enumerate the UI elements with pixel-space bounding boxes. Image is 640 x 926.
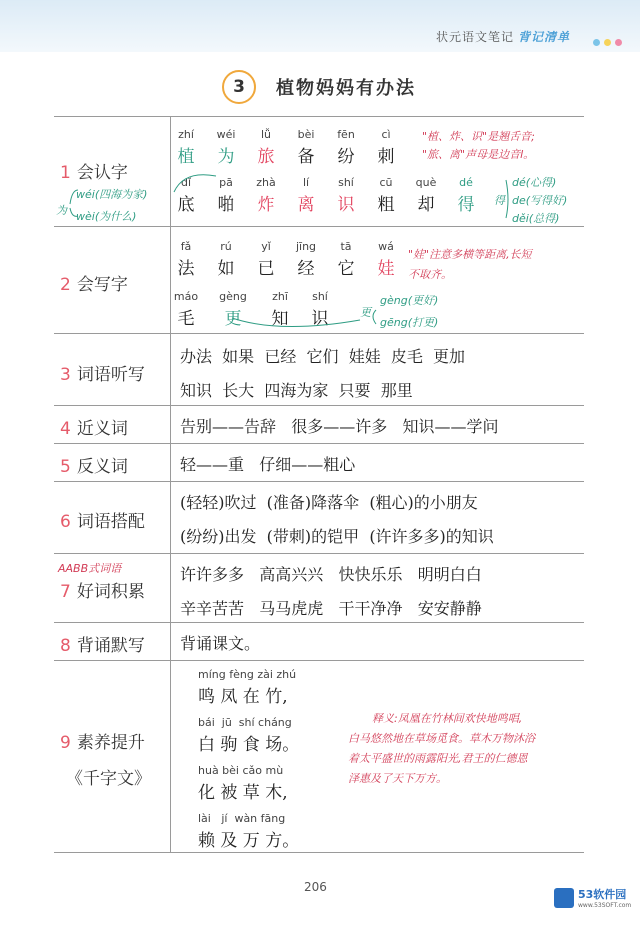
pinyin: tā <box>340 240 352 253</box>
section-label-good-words: 7 好词积累 <box>60 582 145 602</box>
hanzi: 娃 <box>377 259 395 279</box>
polyphone-label: 为 <box>56 204 67 217</box>
pinyin: fǎ <box>180 240 192 253</box>
section-label-collocation: 6 词语搭配 <box>60 512 145 532</box>
pinyin: què <box>415 176 437 189</box>
pinyin: gèng <box>219 290 247 303</box>
poem-line: 赖 及 万 方。 <box>198 831 300 851</box>
table-bottom-border <box>54 852 584 853</box>
chapter-title: 植物妈妈有办法 <box>276 78 416 99</box>
hanzi: 却 <box>417 195 435 215</box>
hanzi: 法 <box>177 259 195 279</box>
annotation-note: "娃"注意多横等距离,长短 <box>408 248 532 261</box>
recite-line: 背诵课文。 <box>180 634 261 653</box>
page-number: 206 <box>304 880 327 894</box>
hanzi: 得 <box>457 195 475 215</box>
poem-pinyin: míng fèng zài zhú <box>198 668 297 681</box>
collocation-line: (纷纷)出发 (带刺)的铠甲 (许许多多)的知识 <box>180 527 494 546</box>
interpretation-line: 着太平盛世的雨露阳光,君王的仁德恩 <box>348 752 528 765</box>
book-title: 状元语文笔记 <box>435 30 514 44</box>
pinyin: bèi <box>297 128 315 141</box>
section-label-antonyms: 5 反义词 <box>60 457 128 477</box>
interpretation-line: 白马悠然地在草场觅食。草木万物沐浴 <box>348 732 535 745</box>
hanzi: 毛 <box>177 309 195 329</box>
polyphone-reading: gèng(更好) <box>380 294 439 307</box>
row-divider <box>54 622 584 623</box>
hanzi: 识 <box>311 309 329 329</box>
pinyin: pā <box>219 176 233 189</box>
site-logo <box>554 886 632 916</box>
hanzi: 粗 <box>377 195 395 215</box>
row-divider <box>54 553 584 554</box>
dot-icon <box>615 39 622 46</box>
hanzi: 刺 <box>377 147 395 167</box>
pinyin: jīng <box>295 240 317 253</box>
polyphone-label: 更 <box>360 306 371 319</box>
annotation-tag: AABB式词语 <box>58 562 122 575</box>
hanzi: 底 <box>177 195 195 215</box>
bracket-lines <box>54 160 594 230</box>
header-tag: 背记清单 <box>517 30 570 44</box>
hanzi: 它 <box>337 259 355 279</box>
pinyin: zhà <box>256 176 276 189</box>
polyphone-label: 得 <box>494 194 505 207</box>
pinyin: rú <box>220 240 232 253</box>
hanzi: 备 <box>297 147 315 167</box>
pinyin: cì <box>381 128 391 141</box>
polyphone-reading: děi(总得) <box>512 212 560 225</box>
pinyin: dǐ <box>180 176 192 189</box>
table-top-border <box>54 116 584 117</box>
polyphone-reading: wéi(四海为家) <box>76 188 148 201</box>
polyphone-reading: gēng(打更) <box>380 316 439 329</box>
antonyms-line: 轻——重 仔细——粗心 <box>180 455 356 474</box>
section-label-literacy: 9 素养提升 <box>60 733 145 753</box>
hanzi: 纷 <box>337 147 355 167</box>
logo-text: 53软件园 <box>578 888 627 901</box>
hanzi: 炸 <box>257 195 275 215</box>
poem-line: 白 驹 食 场。 <box>198 735 300 755</box>
polyphone-reading: de(写得好) <box>512 194 568 207</box>
dot-icon <box>593 39 600 46</box>
hanzi: 更 <box>224 309 242 329</box>
pinyin: lǚ <box>260 128 272 141</box>
section-label-synonyms: 4 近义词 <box>60 419 128 439</box>
pinyin: wá <box>378 240 394 253</box>
pinyin: yǐ <box>261 240 271 253</box>
pinyin: fēn <box>337 128 355 141</box>
row-divider <box>54 660 584 661</box>
dictation-line: 办法 如果 已经 它们 娃娃 皮毛 更加 <box>180 347 466 366</box>
annotation-note: "旅、离"声母是边音l。 <box>422 148 535 161</box>
pinyin: zhī <box>272 290 288 303</box>
chapter-number: 3 <box>222 70 256 104</box>
hanzi: 植 <box>177 147 195 167</box>
dot-icon <box>604 39 611 46</box>
hanzi: 经 <box>297 259 315 279</box>
good-words-line: 辛辛苦苦 马马虎虎 干干净净 安安静静 <box>180 599 482 618</box>
section-label-recite: 8 背诵默写 <box>60 636 145 656</box>
header-dots <box>589 31 622 50</box>
good-words-line: 许许多多 高高兴兴 快快乐乐 明明白白 <box>180 565 482 584</box>
interpretation-line: 泽惠及了天下万方。 <box>348 772 447 785</box>
synonyms-line: 告别——告辞 很多——许多 知识——学问 <box>180 417 499 436</box>
section-label-write: 2 会写字 <box>60 275 128 295</box>
header-title <box>436 28 570 45</box>
polyphone-reading: dé(心得) <box>512 176 557 189</box>
pinyin: cū <box>379 176 393 189</box>
hanzi: 旅 <box>257 147 275 167</box>
logo-url: www.53SOFT.com <box>578 902 632 909</box>
hanzi: 知 <box>271 309 289 329</box>
row-divider <box>54 481 584 482</box>
pinyin: lí <box>302 176 310 189</box>
row-divider <box>54 443 584 444</box>
hanzi: 已 <box>257 259 275 279</box>
polyphone-reading: wèi(为什么) <box>76 210 137 223</box>
logo-icon <box>554 888 574 908</box>
section-sub-label: 《千字文》 <box>66 769 151 789</box>
row-divider <box>54 405 584 406</box>
dictation-line: 知识 长大 四海为家 只要 那里 <box>180 381 413 400</box>
pinyin: shí <box>312 290 328 303</box>
pinyin: máo <box>173 290 199 303</box>
hanzi: 为 <box>217 147 235 167</box>
hanzi: 识 <box>337 195 355 215</box>
hanzi: 如 <box>217 259 235 279</box>
poem-pinyin: lài jí wàn fāng <box>198 812 286 825</box>
section-label-dictation: 3 词语听写 <box>60 365 145 385</box>
poem-line: 鸣 凤 在 竹, <box>198 687 288 707</box>
poem-line: 化 被 草 木, <box>198 783 288 803</box>
section-label-recognize: 1 会认字 <box>60 163 128 183</box>
interpretation-line: 释义:凤凰在竹林间欢快地鸣唱, <box>372 712 523 725</box>
hanzi: 啪 <box>217 195 235 215</box>
annotation-note: 不取齐。 <box>408 268 452 281</box>
poem-pinyin: huà bèi cǎo mù <box>198 764 284 777</box>
pinyin: dé <box>459 176 473 189</box>
pinyin: wéi <box>216 128 236 141</box>
pinyin: shí <box>338 176 354 189</box>
collocation-line: (轻轻)吹过 (准备)降落伞 (粗心)的小朋友 <box>180 493 478 512</box>
poem-pinyin: bái jū shí cháng <box>198 716 292 729</box>
annotation-note: "植、炸、识"是翘舌音; <box>422 130 535 143</box>
bracket-lines <box>220 290 400 334</box>
hanzi: 离 <box>297 195 315 215</box>
pinyin: zhí <box>178 128 194 141</box>
